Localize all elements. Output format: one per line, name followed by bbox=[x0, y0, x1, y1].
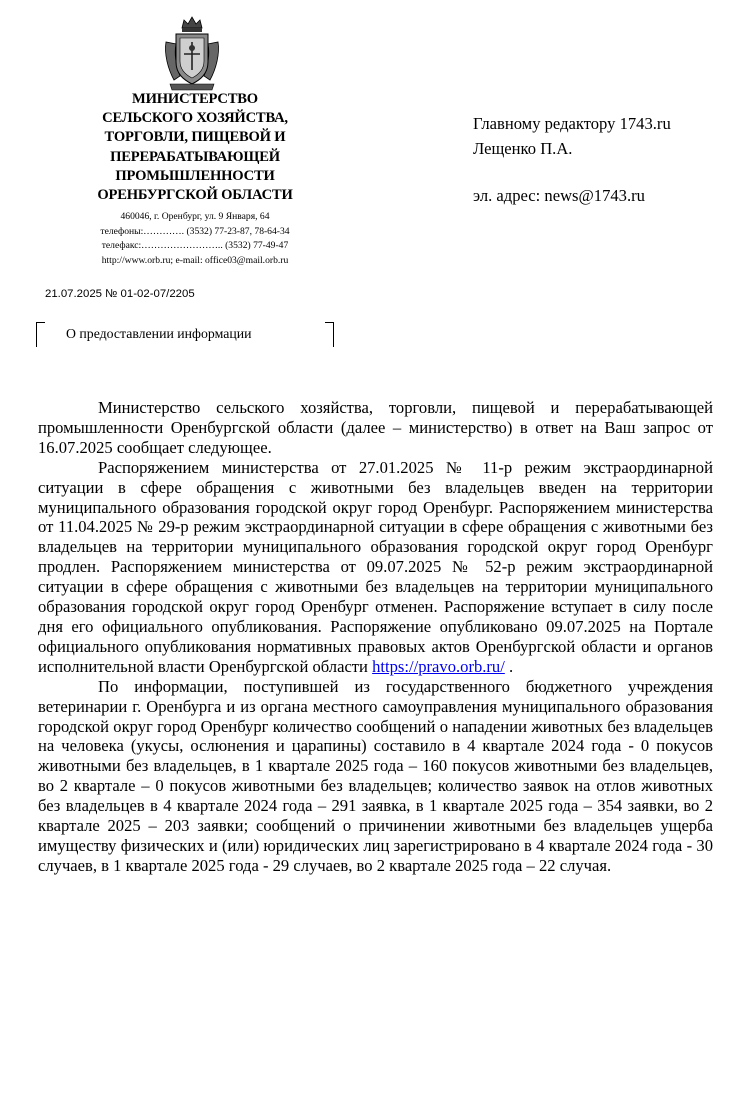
pravo-link[interactable]: https://pravo.orb.ru/ bbox=[372, 656, 505, 676]
paragraph-tail: . bbox=[504, 656, 514, 676]
address-line: 460046, г. Оренбург, ул. 9 Января, 64 bbox=[120, 211, 270, 222]
paragraph: По информации, поступившей из государственного бюджетного учреждения ветеринарии г. Оренбурга и из органа местного самоуправления муниципального образования городской округ город Оренбург количество сообщений о нападении животных без владельцев на человека (укусы, ослюнения и царапины) составило в 4 квартале 2024 года - 0 покусов животными без владельцев, в 1 квартале 2025 года – 160 покусов животными без владельцев, во 2 квартале – 0 покусов животными без владельцев; количество заявок на отлов животных без владельцев в 4 квартале 2024 года – 291 заявка, в 1 квартале 2025 года – 354 заявки, во 2 квартале 2025 – 203 заявки; сообщений о причинении животными без владельцев ущерба имуществу физических и (или) юридических лиц зарегистрировано в 4 квартале 2024 года - 30 случаев, в 1 квартале 2025 года - 29 случаев, во 2 квартале 2025 года – 22 случая. bbox=[38, 676, 713, 875]
ministry-name-line: ТОРГОВЛИ, ПИЩЕВОЙ И bbox=[104, 129, 286, 146]
subject-corner-left bbox=[36, 322, 45, 347]
ministry-contacts bbox=[50, 210, 340, 268]
paragraph-text: Распоряжением министерства от 27.01.2025 № 11-р режим экстраординарной ситуации в сфере обращения с животными без владельцев введен на территории муниципального образования городской округ город Оренбург. Распоряжением министерства от 11.04.2025 № 29-р режим экстраординарной ситуации в сфере обращения с животными без владельцев на территории муниципального образования городской округ город Оренбург продлен. Распоряжением министерства от 09.07.2025 № 52-р режим экстраординарной ситуации в сфере обращения с животными без владельцев на территории муниципального образования городской округ город Оренбург отменен. Распоряжение вступает в силу после дня его официального опубликования. Распоряжение опубликовано 09.07.2025 на Портале официального опубликования нормативных правовых актов Оренбургской области и органов исполнительной власти Оренбургской области bbox=[38, 457, 713, 676]
coat-of-arms-icon bbox=[162, 14, 222, 92]
fax-line: телефакс:…………………….. (3532) 77-49-47 bbox=[101, 240, 289, 252]
ministry-name bbox=[50, 90, 340, 205]
paragraph bbox=[38, 458, 713, 677]
subject-corner-right bbox=[325, 322, 334, 347]
document-reference: 21.07.2025 № 01-02-07/2205 bbox=[45, 288, 195, 300]
letter-body bbox=[38, 398, 713, 876]
addressee-email: эл. адрес: news@1743.ru bbox=[473, 186, 645, 205]
ministry-name-line: ПЕРЕРАБАТЫВАЮЩЕЙ bbox=[110, 148, 280, 165]
paragraph: Министерство сельского хозяйства, торговли, пищевой и перерабатывающей промышленности Оренбургской области (далее – министерство) в ответ на Ваш запрос от 16.07.2025 сообщает следующее. bbox=[38, 398, 713, 457]
addressee-name: Лещенко П.А. bbox=[473, 138, 573, 158]
ministry-name-line: ОРЕНБУРГСКОЙ ОБЛАСТИ bbox=[97, 187, 293, 204]
phone-line: телефоны:…………. (3532) 77-23-87, 78-64-34 bbox=[100, 225, 290, 237]
addressee-line: Главному редактору 1743.ru bbox=[473, 114, 671, 133]
subject-block bbox=[36, 322, 334, 348]
ministry-name-line: ПРОМЫШЛЕННОСТИ bbox=[115, 167, 275, 184]
addressee-block bbox=[473, 112, 671, 209]
ministry-name-line: МИНИСТЕРСТВО bbox=[132, 91, 258, 107]
ministry-name-line: СЕЛЬСКОГО ХОЗЯЙСТВА, bbox=[102, 110, 288, 127]
web-email-line: http://www.orb.ru; e-mail: office03@mail.orb.ru bbox=[101, 254, 289, 266]
subject-text: О предоставлении информации bbox=[66, 326, 252, 341]
